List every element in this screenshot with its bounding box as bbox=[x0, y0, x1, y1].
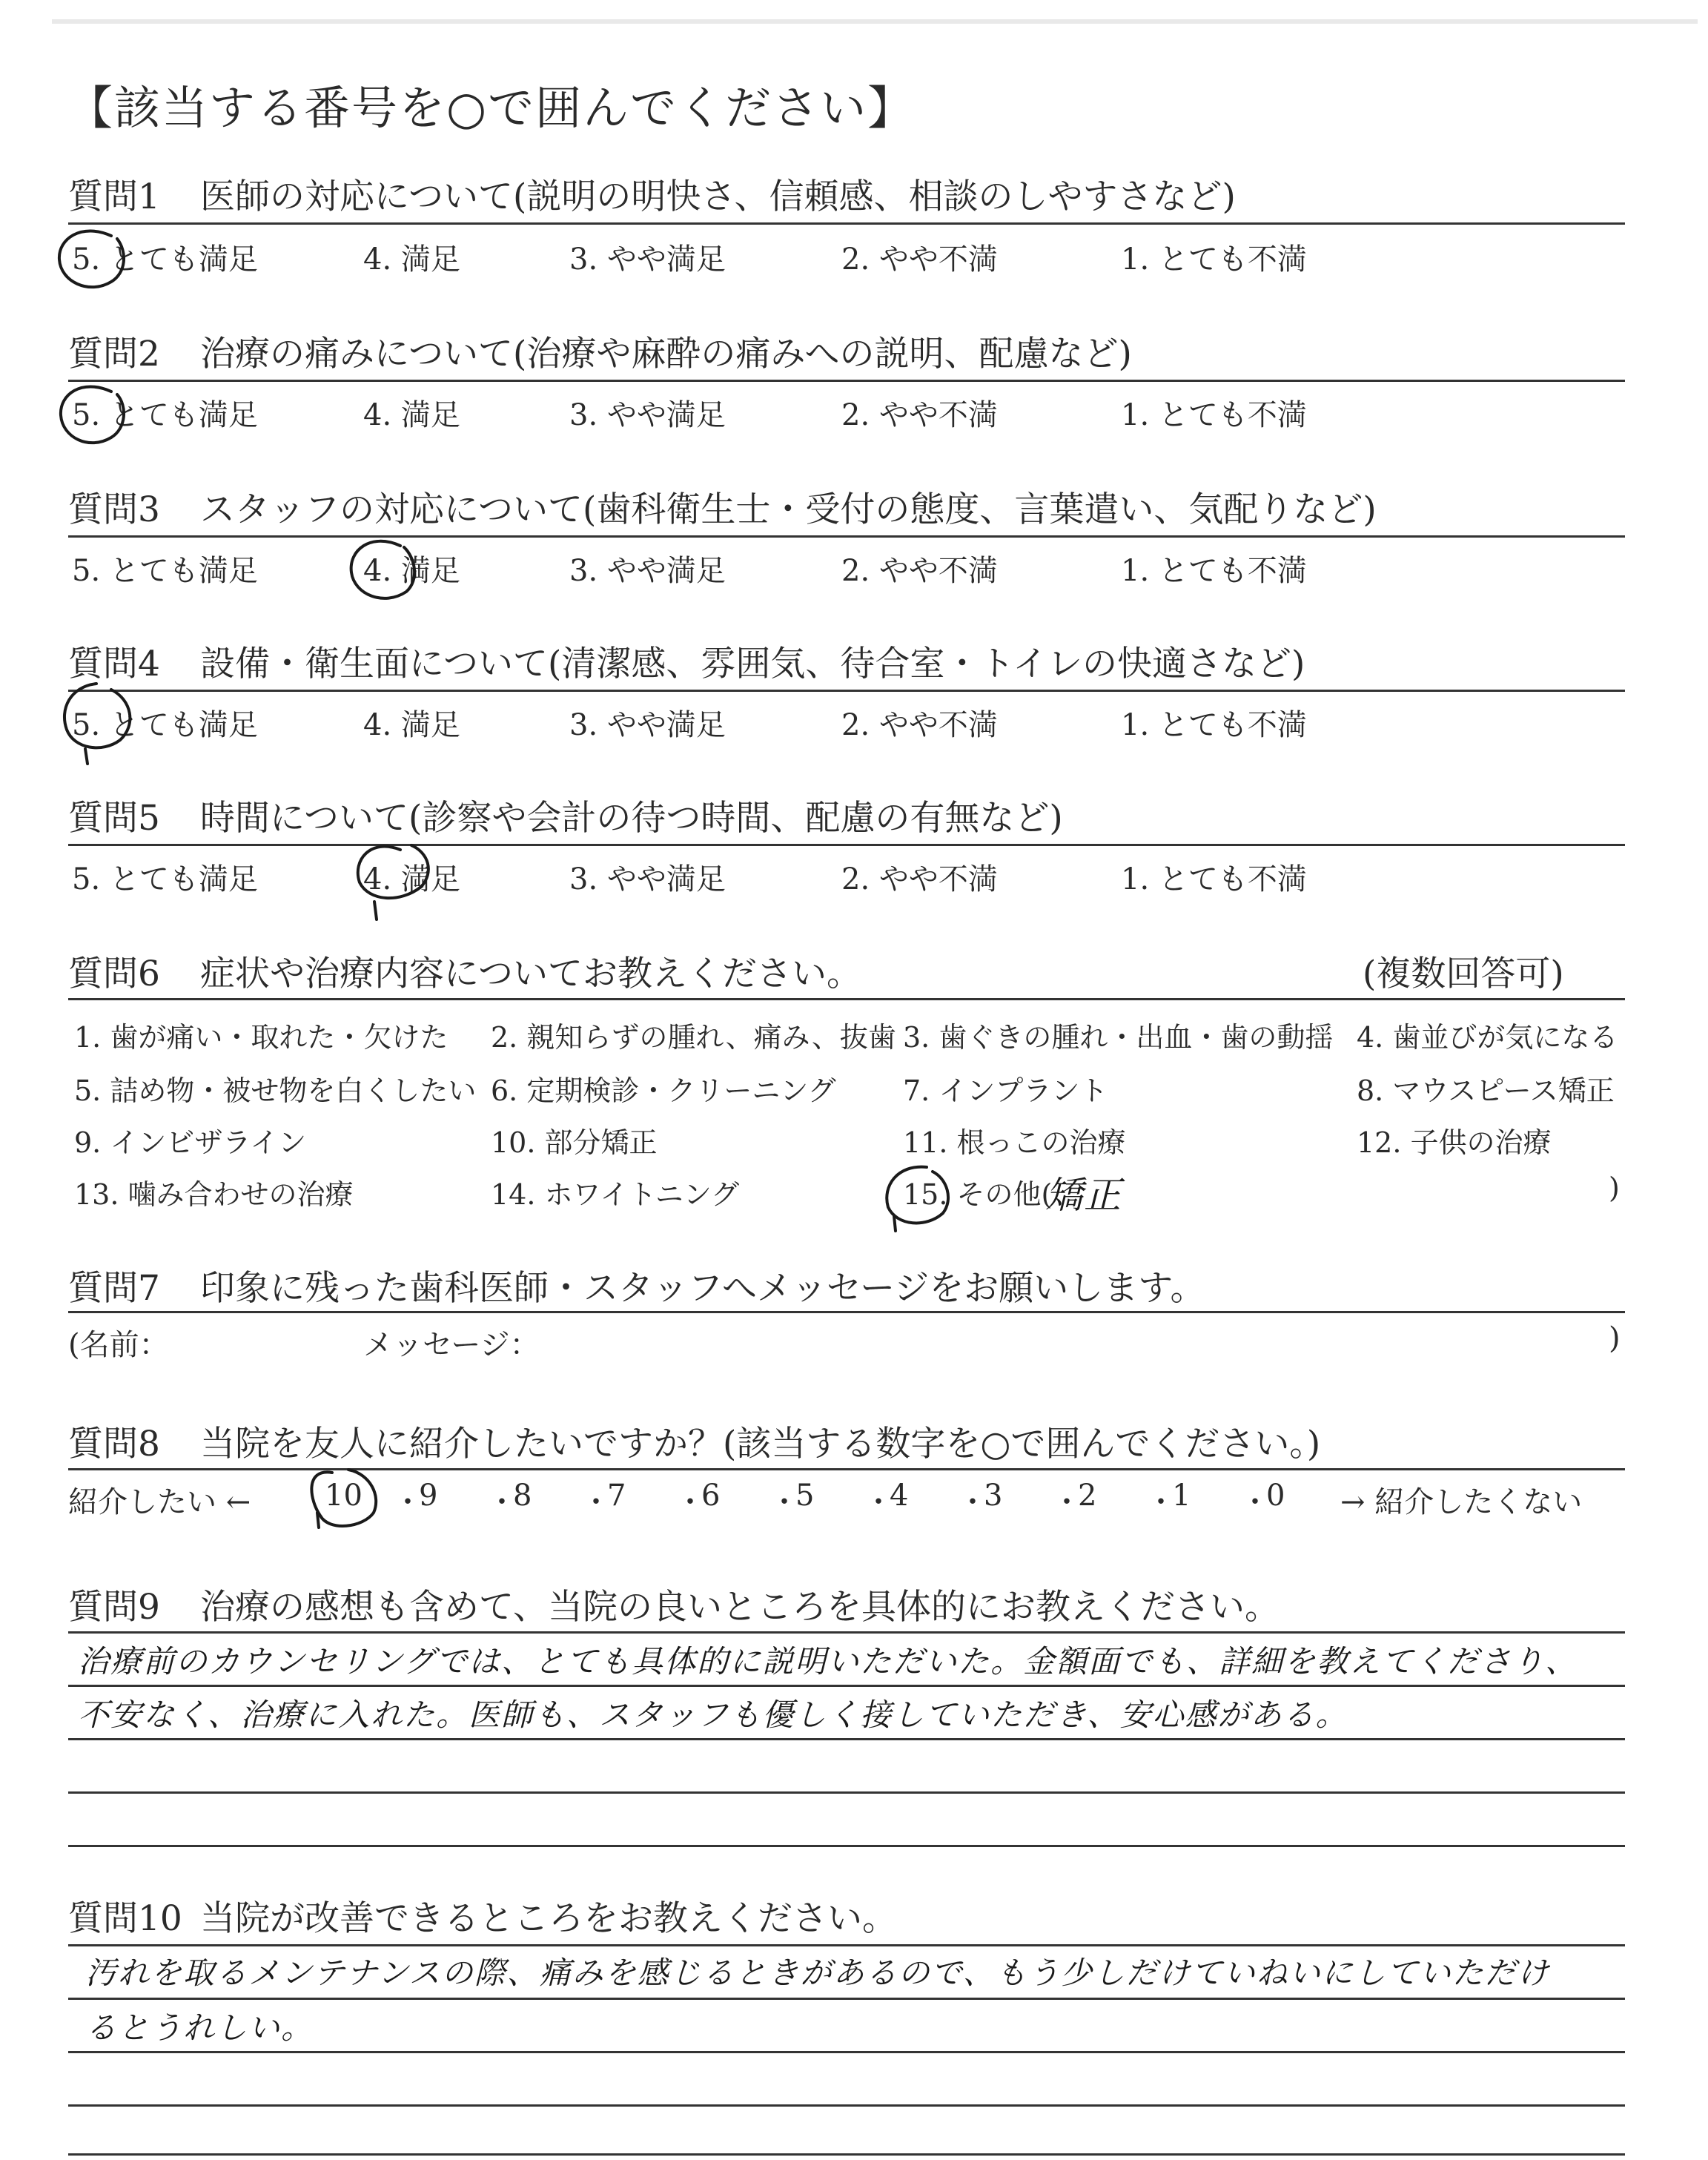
option-4[interactable]: 4. 満足 bbox=[363, 398, 460, 432]
recommend-score-3[interactable]: 3 bbox=[984, 1479, 1003, 1513]
scale-separator: ・ bbox=[487, 1485, 517, 1519]
multiple-answers-note: (複数回答可) bbox=[1363, 954, 1564, 994]
option-3[interactable]: 3. やや満足 bbox=[569, 554, 726, 588]
option-3[interactable]: 3. やや満足 bbox=[569, 398, 726, 432]
scale-separator: ・ bbox=[581, 1485, 611, 1519]
option-4[interactable]: 4. 満足 bbox=[363, 708, 460, 742]
scale-separator: ・ bbox=[1240, 1485, 1270, 1519]
scale-separator: ・ bbox=[769, 1485, 799, 1519]
question-number: 質問1 bbox=[68, 176, 160, 217]
option-4[interactable]: 4. 満足 bbox=[363, 554, 460, 588]
q4-selection-circle bbox=[64, 684, 130, 764]
option-4[interactable]: 4. 満足 bbox=[363, 862, 460, 896]
scale-separator: ・ bbox=[675, 1485, 705, 1519]
option-2[interactable]: 2. やや不満 bbox=[841, 242, 998, 277]
question-text: 医師の対応について(説明の明快さ、信頼感、相談のしやすさなど) bbox=[200, 176, 1236, 217]
question-number: 質問2 bbox=[68, 334, 160, 374]
option-5[interactable]: 5. 詰め物・被せ物を白くしたい bbox=[74, 1074, 477, 1107]
option-5[interactable]: 5. とても満足 bbox=[72, 242, 258, 277]
question-text: スタッフの対応について(歯科衛生士・受付の態度、言葉遣い、気配りなど) bbox=[200, 489, 1377, 530]
recommend-label: 紹介したい ← bbox=[68, 1485, 251, 1519]
option-2[interactable]: 2. やや不満 bbox=[841, 862, 998, 896]
question-number: 質問6 bbox=[68, 954, 160, 994]
option-7[interactable]: 7. インプラント bbox=[903, 1074, 1108, 1107]
option-3[interactable]: 3. やや満足 bbox=[569, 242, 726, 277]
question-number: 質問7 bbox=[68, 1268, 160, 1309]
question-number: 質問4 bbox=[68, 644, 160, 684]
option-1[interactable]: 1. とても不満 bbox=[1121, 708, 1307, 742]
question-number: 質問8 bbox=[68, 1424, 160, 1464]
form-title: 【該当する番号を○で囲んでください】 bbox=[67, 81, 916, 135]
scale-separator: ・ bbox=[864, 1485, 893, 1519]
scale-separator: ・ bbox=[958, 1485, 987, 1519]
handwritten-answer-line-1: 汚れを取るメンテナンスの際、痛みを感じるときがあるので、もう少しだけていねいにしていただけ bbox=[85, 1955, 1550, 1991]
q2-selection-circle bbox=[61, 386, 124, 443]
recommend-score-9[interactable]: 9 bbox=[419, 1479, 438, 1513]
option-15[interactable]: 15. その他( bbox=[903, 1178, 1053, 1211]
option-2[interactable]: 2. やや不満 bbox=[841, 554, 998, 588]
option-2[interactable]: 2. やや不満 bbox=[841, 398, 998, 432]
question-text: 当院を友人に紹介したいですか？(該当する数字を○で囲んでください。) bbox=[200, 1424, 1321, 1464]
recommend-score-2[interactable]: 2 bbox=[1078, 1479, 1097, 1513]
recommend-score-5[interactable]: 5 bbox=[795, 1479, 815, 1513]
question-text: 治療の痛みについて(治療や麻酔の痛みへの説明、配慮など) bbox=[200, 334, 1132, 374]
question-number: 質問10 bbox=[68, 1898, 182, 1939]
option-6[interactable]: 6. 定期検診・クリーニング bbox=[491, 1074, 836, 1107]
option-5[interactable]: 5. とても満足 bbox=[72, 862, 258, 896]
option-12[interactable]: 12. 子供の治療 bbox=[1357, 1126, 1552, 1159]
handwritten-answer-line-2: 不安なく、治療に入れた。医師も、スタッフも優しく接していただき、安心感がある。 bbox=[78, 1697, 1348, 1733]
scale-separator: ・ bbox=[1052, 1485, 1082, 1519]
q8-selection-circle bbox=[311, 1470, 376, 1527]
recommend-score-7[interactable]: 7 bbox=[607, 1479, 626, 1513]
message-label: メッセージ： bbox=[363, 1328, 540, 1362]
option-5[interactable]: 5. とても満足 bbox=[72, 708, 258, 742]
option-3[interactable]: 3. 歯ぐきの腫れ・出血・歯の動揺 bbox=[903, 1021, 1334, 1054]
handwritten-answer-line-1: 治療前のカウンセリングでは、とても具体的に説明いただいた。金額面でも、詳細を教えてくださり、 bbox=[78, 1643, 1578, 1680]
option-8[interactable]: 8. マウスピース矯正 bbox=[1357, 1074, 1615, 1107]
option-13[interactable]: 13. 噛み合わせの治療 bbox=[74, 1178, 354, 1211]
option-14[interactable]: 14. ホワイトニング bbox=[491, 1178, 740, 1211]
question-text: 当院が改善できるところをお教えください。 bbox=[200, 1898, 897, 1939]
option-4[interactable]: 4. 満足 bbox=[363, 242, 460, 277]
option-10[interactable]: 10. 部分矯正 bbox=[491, 1126, 658, 1159]
handwritten-answer-line-2: るとうれしい。 bbox=[85, 2009, 314, 2046]
recommend-score-0[interactable]: 0 bbox=[1266, 1479, 1285, 1513]
question-number: 質問3 bbox=[68, 489, 160, 530]
question-text: 症状や治療内容についてお教えください。 bbox=[200, 954, 862, 994]
option-3[interactable]: 3. やや満足 bbox=[569, 708, 726, 742]
option-1[interactable]: 1. 歯が痛い・取れた・欠けた bbox=[74, 1021, 448, 1054]
option-1[interactable]: 1. とても不満 bbox=[1121, 398, 1307, 432]
option-1[interactable]: 1. とても不満 bbox=[1121, 242, 1307, 277]
question-text: 印象に残った歯科医師・スタッフへメッセージをお願いします。 bbox=[200, 1268, 1205, 1309]
question-text: 設備・衛生面について(清潔感、雰囲気、待合室・トイレの快適さなど) bbox=[200, 644, 1305, 684]
option-1[interactable]: 1. とても不満 bbox=[1121, 554, 1307, 588]
question-number: 質問5 bbox=[68, 798, 160, 839]
q3-selection-circle bbox=[351, 541, 414, 598]
option-1[interactable]: 1. とても不満 bbox=[1121, 862, 1307, 896]
recommend-score-10[interactable]: 10 bbox=[325, 1479, 363, 1513]
message-close-paren: ) bbox=[1609, 1321, 1621, 1355]
scale-separator: ・ bbox=[1146, 1485, 1176, 1519]
question-text: 時間について(診察や会計の待つ時間、配慮の有無など) bbox=[200, 798, 1063, 839]
option-2[interactable]: 2. やや不満 bbox=[841, 708, 998, 742]
option-11[interactable]: 11. 根っこの治療 bbox=[903, 1126, 1126, 1159]
recommend-score-4[interactable]: 4 bbox=[890, 1479, 909, 1513]
question-number: 質問9 bbox=[68, 1587, 160, 1628]
recommend-score-6[interactable]: 6 bbox=[701, 1479, 721, 1513]
recommend-score-8[interactable]: 8 bbox=[513, 1479, 532, 1513]
option-9[interactable]: 9. インビザライン bbox=[74, 1126, 307, 1159]
q5-selection-circle bbox=[358, 845, 428, 919]
option-2[interactable]: 2. 親知らずの腫れ、痛み、抜歯 bbox=[491, 1021, 896, 1054]
q6-selection-circle bbox=[887, 1167, 948, 1231]
option-5[interactable]: 5. とても満足 bbox=[72, 554, 258, 588]
option-3[interactable]: 3. やや満足 bbox=[569, 862, 726, 896]
question-text: 治療の感想も含めて、当院の良いところを具体的にお教えください。 bbox=[200, 1587, 1280, 1628]
option-4[interactable]: 4. 歯並びが気になる bbox=[1357, 1021, 1618, 1054]
option-5[interactable]: 5. とても満足 bbox=[72, 398, 258, 432]
recommend-score-1[interactable]: 1 bbox=[1172, 1479, 1191, 1513]
other-close-paren: ) bbox=[1609, 1172, 1620, 1204]
other-handwritten-answer: 矯正 bbox=[1045, 1174, 1122, 1217]
not-recommend-label: → 紹介したくない bbox=[1340, 1485, 1583, 1519]
name-label: (名前： bbox=[68, 1328, 169, 1362]
scale-separator: ・ bbox=[393, 1485, 423, 1519]
q1-selection-circle bbox=[59, 231, 124, 287]
